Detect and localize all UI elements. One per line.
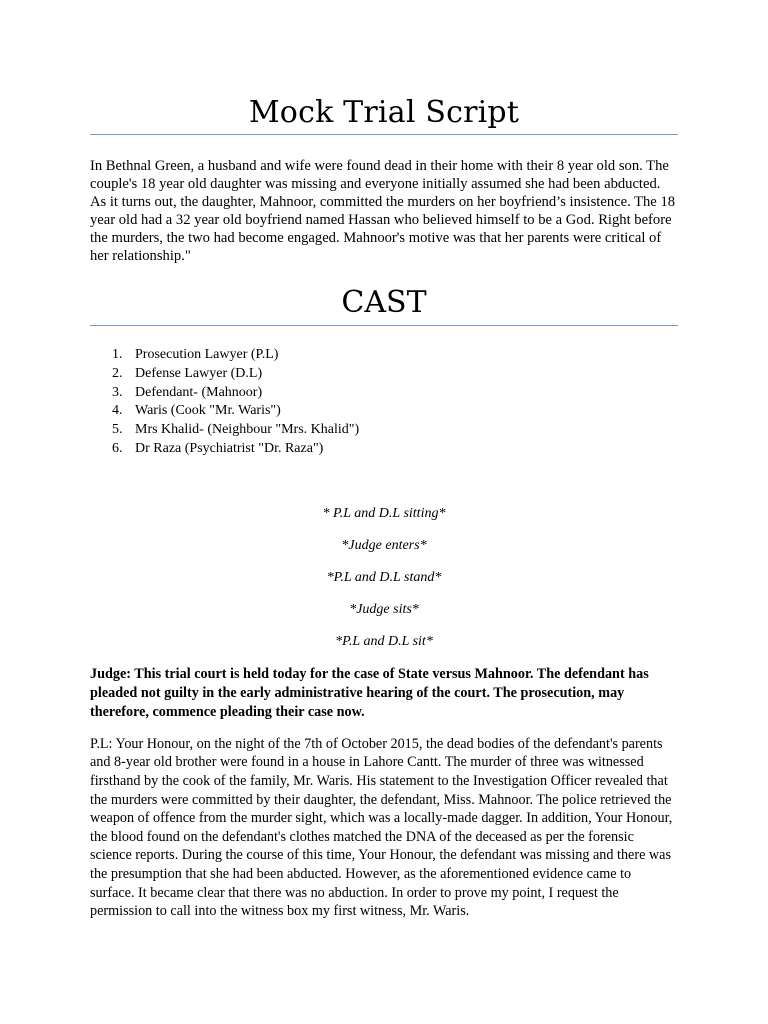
cast-item-text: Mrs Khalid- (Neighbour "Mrs. Khalid")	[135, 422, 360, 438]
cast-item	[90, 440, 678, 459]
document-title: Mock Trial Script	[248, 95, 520, 130]
cast-item-text: Defendant- (Mahnoor)	[135, 384, 263, 400]
intro-paragraph: In Bethnal Green, a husband and wife were found dead in their home with their 8 year old son. The couple's 18 year old daughter was missing and everyone initially assumed she had been abducted. As it turns out, the daughter, Mahnoor, committed the murders on her boyfriend’s insistence. The 18 year old had a 32 year old boyfriend named Hassan who believed himself to be a God. Right before the murders, the two had become engaged. Mahnoor's motive was that her parents were critical of her relationship."	[90, 158, 676, 264]
cast-item	[90, 365, 678, 384]
cast-item-text: Dr Raza (Psychiatrist "Dr. Raza")	[135, 440, 324, 456]
cast-item-number: 6.	[112, 440, 123, 456]
prosecution-dialogue: P.L: Your Honour, on the night of the 7th of October 2015, the dead bodies of the defendant's parents and 8-year old brother were found in a house in Lahore Cantt. The murder of three was witnessed firsthand by the cook of the family, Mr. Waris. His statement to the Investigation Officer revealed that the murders were committed by their daughter, the defendant, Miss. Mahnoor. The police retrieved the weapon of offence from the murder sight, which was a locally-made dagger. In addition, Your Honour, the blood found on the defendant's clothes matched the DNA of the deceased as per the forensic science reports. During the course of this time, Your Honour, the defendant was missing and there was the presumption that she had been abducted. However, as the aforementioned evidence came to surface. It became clear that there was no abduction. In order to prove my point, I request the permission to call into the witness box my first witness, Mr. Waris.	[90, 735, 673, 920]
cast-heading: CAST	[341, 285, 427, 320]
cast-item-number: 5.	[112, 422, 123, 438]
stage-direction: *Judge sits*	[349, 601, 419, 617]
judge-dialogue: Judge: This trial court is held today for the case of State versus Mahnoor. The defendant has pleaded not guilty in the early administrative hearing of the court. The prosecution, may therefore, commence pleading their case now.	[90, 665, 649, 720]
cast-item-number: 1.	[112, 347, 123, 362]
stage-direction: *P.L and D.L sit*	[335, 633, 433, 649]
cast-item-text: Defense Lawyer (D.L)	[135, 365, 263, 381]
cast-divider	[90, 325, 678, 326]
cast-item-number: 2.	[112, 365, 123, 381]
title-divider	[90, 134, 678, 135]
stage-direction: * P.L and D.L sitting*	[322, 505, 446, 521]
cast-item-text: Prosecution Lawyer (P.L)	[135, 347, 279, 362]
cast-item	[90, 421, 678, 440]
stage-direction: *Judge enters*	[341, 537, 427, 553]
cast-item-number: 3.	[112, 384, 123, 400]
stage-direction: *P.L and D.L stand*	[326, 569, 442, 585]
cast-item-text: Waris (Cook "Mr. Waris")	[135, 403, 281, 419]
cast-item	[90, 384, 678, 403]
document-page	[90, 0, 678, 921]
cast-item	[90, 402, 678, 421]
cast-item	[90, 346, 678, 365]
cast-list	[90, 346, 678, 459]
cast-item-number: 4.	[112, 403, 123, 419]
